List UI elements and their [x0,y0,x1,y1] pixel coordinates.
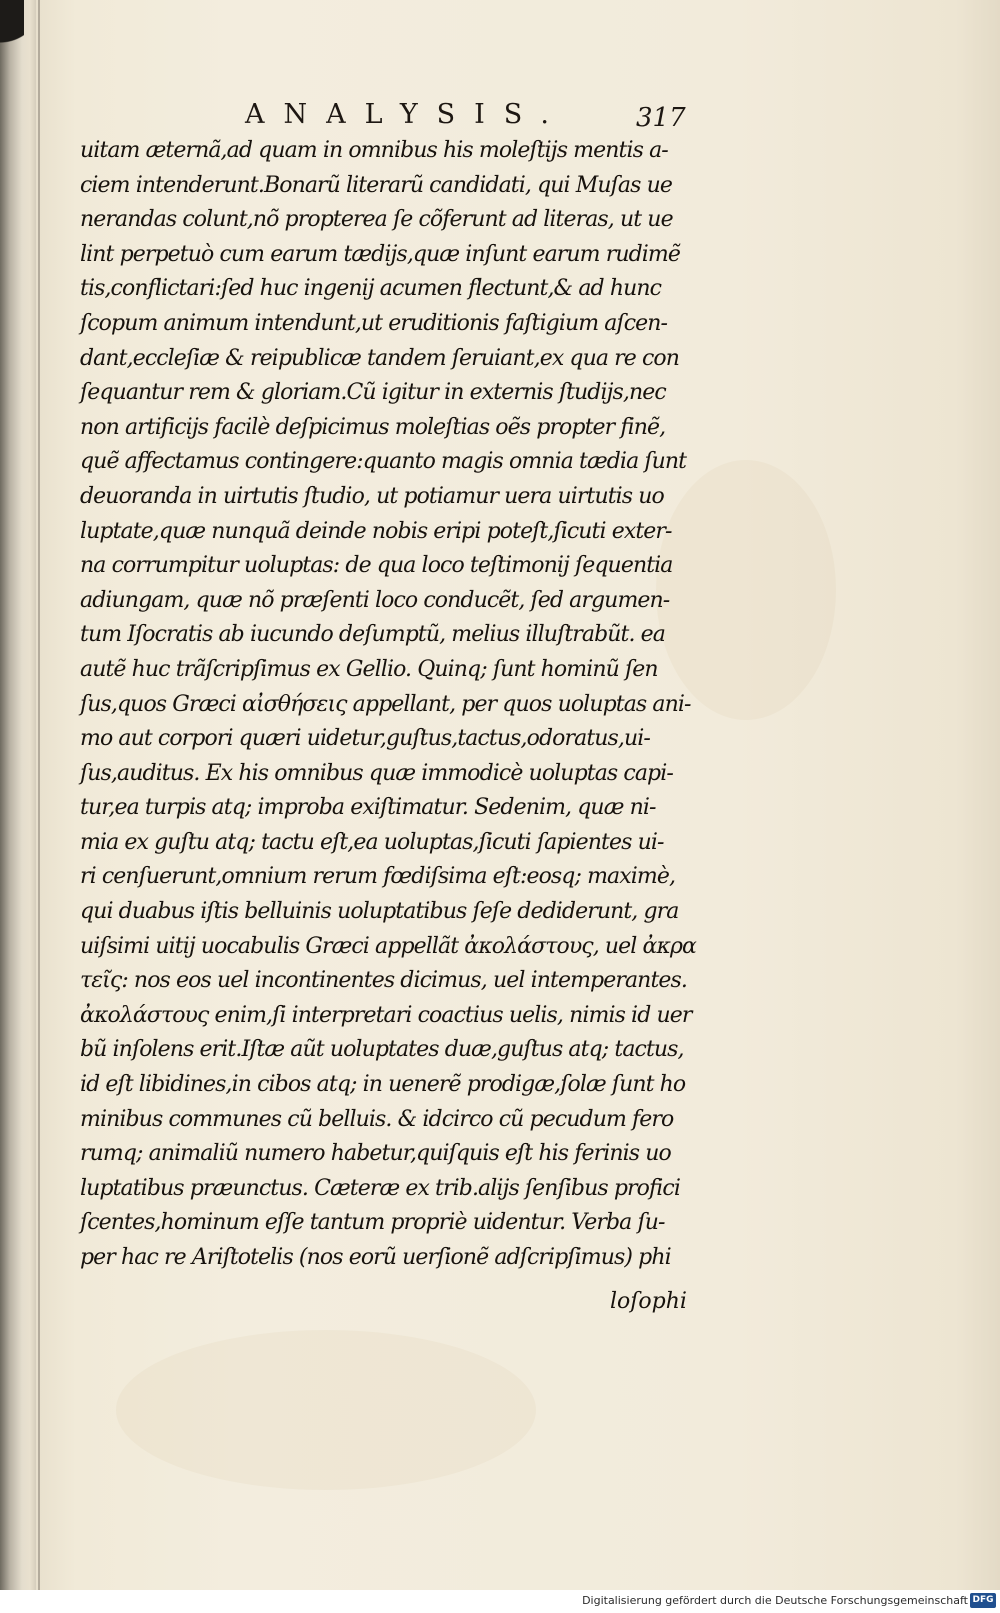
text-line: quẽ affectamus contingere:quanto magis omnia tædia ſunt [80,449,687,475]
previous-page-edge [0,0,38,1590]
text-line: tis,conflictari:ſed huc ingenij acumen flectunt,& ad hunc [80,276,662,302]
text-line: ſus,auditus. Ex his omnibus quæ immodicè uoluptas capi- [80,760,673,786]
text-line: lint perpetuò cum earum tædijs,quæ inſunt earum rudimẽ [80,241,681,267]
text-line: deuoranda in uirtutis ſtudio, ut potiamur uera uirtutis uo [80,483,664,509]
text-line: minibus communes cũ belluis. & idcirco cũ pecudum fero [80,1106,674,1132]
binding-shadow [0,0,24,70]
text-line: rumq; animaliũ numero habetur,quiſquis eſt his ferinis uo [80,1141,671,1167]
text-line: ciem intenderunt.Bonarũ literarũ candidati, qui Muſas ue [80,172,672,198]
text-line: luptatibus præunctus. Cæteræ ex trib.alijs ſenſibus profici [80,1175,680,1201]
page-fold-line [38,0,40,1590]
catchword: loſophi [610,1289,687,1314]
dfg-logo: DFG [970,1593,996,1608]
page-number: 317 [636,103,686,133]
text-line: uitam æternã,ad quam in omnibus his moleſtijs mentis a- [80,138,668,163]
text-line: dant,eccleſiæ & reipublicæ tandem ſeruiant,ex qua re con [80,345,680,371]
text-line: uiſsimi uitij uocabulis Græci appellãt ἀκολάστους, uel ἀκρα [80,933,696,959]
text-line: mo aut corpori quæri uidetur,guſtus,tactus,odoratus,ui- [80,726,650,752]
text-line: ſcopum animum intendunt,ut eruditionis faſtigium aſcen- [80,310,668,336]
text-line: ſcentes,hominum eſſe tantum propriè uidentur. Verba ſu- [80,1210,665,1236]
text-line: τεῖς: nos eos uel incontinentes dicimus, uel intemperantes. [80,968,687,994]
text-line: adiungam, quæ nõ præſenti loco conducẽt, ſed argumen- [80,587,670,613]
digitization-credit: Digitalisierung gefördert durch die Deutsche Forschungsgemeinschaft [582,1594,968,1607]
text-line: ri cenſuerunt,omnium rerum fœdiſsima eſt:eosq; maximè, [80,864,676,890]
text-line: ſus,quos Græci αἰσθήσεις appellant, per quos uoluptas ani- [80,691,691,717]
text-line: luptate,quæ nunquã deinde nobis eripi poteſt,ſicuti exter- [80,518,672,544]
running-title: ANALYSIS. [245,99,568,130]
text-line: non artificijs facilè deſpicimus moleſtias oẽs propter finẽ, [80,414,666,440]
text-line: ἀκολάστους enim,ſi interpretari coactius uelis, nimis id uer [80,1002,692,1028]
text-line: nerandas colunt,nõ propterea ſe cõferunt ad literas, ut ue [80,207,673,233]
body-text [80,134,696,1276]
text-line: tum Iſocratis ab iucundo deſumptũ, melius illuſtrabũt. ea [80,622,666,648]
text-line: ſequantur rem & gloriam.Cũ igitur in externis ſtudijs,nec [80,380,666,406]
text-line: tur,ea turpis atq; improba exiſtimatur. Sedenim, quæ ni- [80,795,656,821]
text-line: mia ex guſtu atq; tactu eſt,ea uoluptas,ſicuti ſapientes ui- [80,829,664,855]
text-line: qui duabus iſtis belluinis uoluptatibus ſeſe dediderunt, gra [80,899,679,925]
text-line: bũ inſolens erit.Iſtæ aũt uoluptates duæ,guſtus atq; tactus, [80,1037,684,1063]
paper-stain [116,1330,536,1490]
text-line: autẽ huc trãſcripſimus ex Gellio. Quinq; ſunt hominũ ſen [80,656,658,682]
text-line: id eſt libidines,in cibos atq; in uenerẽ prodigæ,ſolæ ſunt ho [80,1072,686,1098]
text-line: per hac re Ariſtotelis (nos eorũ uerſionẽ adſcripſimus) phi [80,1245,671,1270]
text-line: na corrumpitur uoluptas: de qua loco teſtimonij ſequentia [80,553,673,579]
footer-bar [0,1590,1000,1613]
